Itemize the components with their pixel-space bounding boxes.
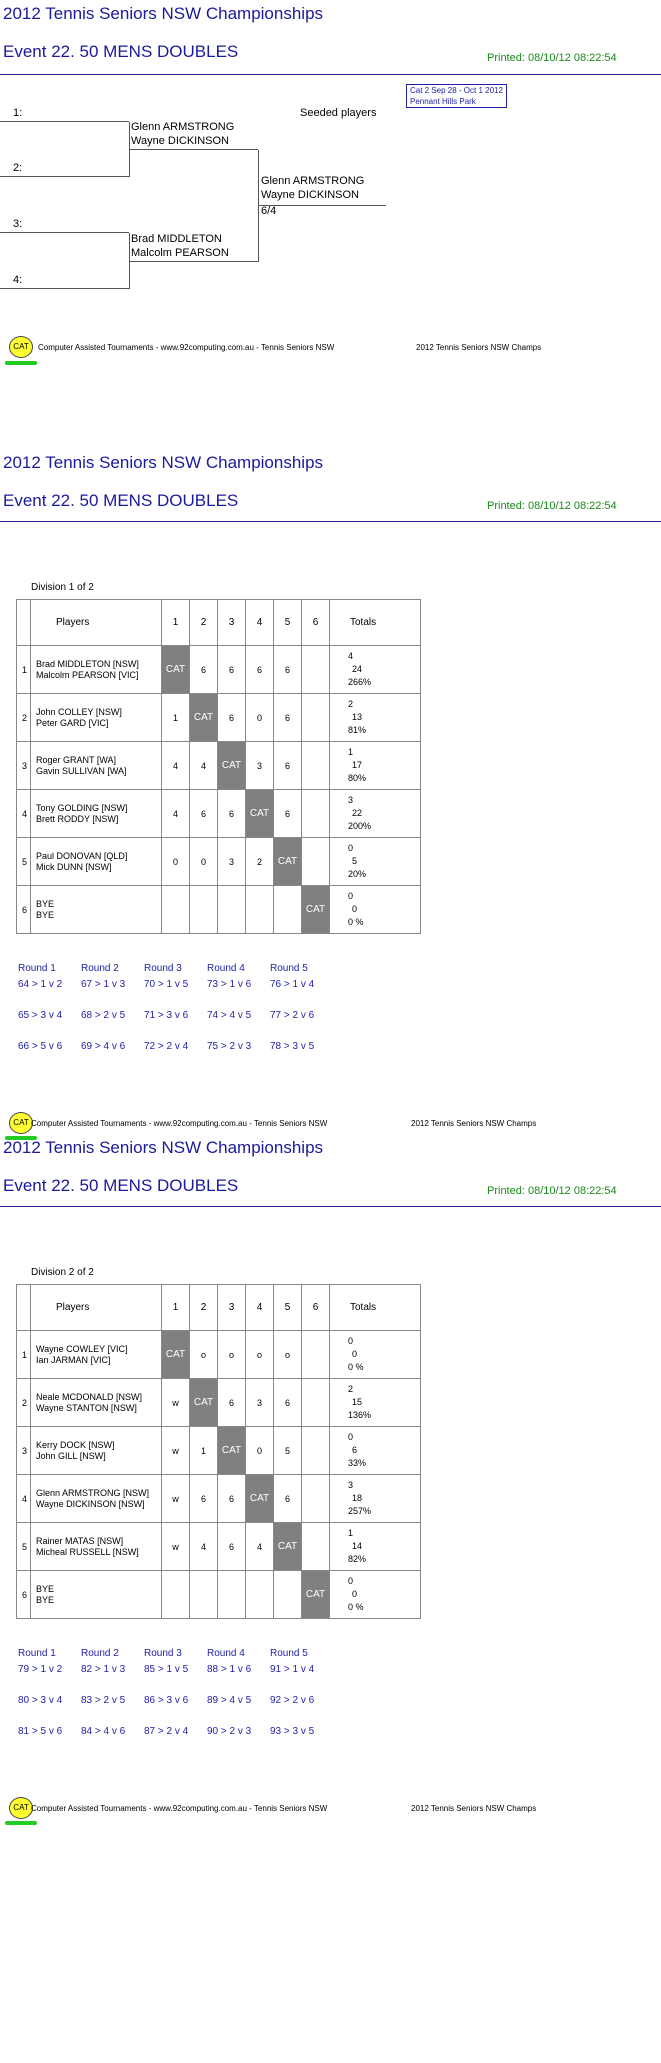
score-cell: 6: [190, 646, 218, 694]
draw-slot-2: 2:: [13, 162, 23, 174]
self-match-cell: CAT: [190, 694, 218, 742]
event-title: Event 22. 50 MENS DOUBLES: [3, 491, 239, 510]
wins: 1: [348, 1528, 354, 1538]
games: 5: [352, 856, 358, 866]
player-name: Wayne DICKINSON [NSW]: [36, 1498, 145, 1509]
totals-cell: [330, 646, 421, 694]
score-cell: 6: [218, 646, 246, 694]
row-index: 3: [17, 742, 31, 790]
score-cell: 0: [162, 838, 190, 886]
column-header: 4: [246, 600, 274, 646]
column-header: 6: [302, 600, 330, 646]
score-cell: 4: [190, 742, 218, 790]
percentage: 0 %: [348, 917, 364, 927]
match-item: 85 > 1 v 5: [144, 1664, 189, 1675]
totals-cell: [330, 742, 421, 790]
table-row: [17, 1523, 421, 1571]
games: 13: [352, 712, 363, 722]
match-item: 78 > 3 v 5: [270, 1041, 315, 1052]
column-header: 1: [162, 600, 190, 646]
games: 14: [352, 1541, 363, 1551]
player-name: Mick DUNN [NSW]: [36, 861, 112, 872]
score-cell: w: [162, 1475, 190, 1523]
row-index: 5: [17, 1523, 31, 1571]
page-title: 2012 Tennis Seniors NSW Championships: [3, 453, 324, 472]
score-cell: 4: [190, 1523, 218, 1571]
score-cell: 1: [162, 694, 190, 742]
player-name: Gavin SULLIVAN [WA]: [36, 765, 127, 776]
cat-logo-icon: CAT: [9, 1112, 33, 1134]
totals-cell: [330, 1331, 421, 1379]
totals-cell: [330, 886, 421, 934]
column-header: Players: [31, 1285, 162, 1331]
match-item: 84 > 4 v 6: [81, 1726, 126, 1737]
match-item: 74 > 4 v 5: [207, 1010, 252, 1021]
percentage: 0 %: [348, 1362, 364, 1372]
wins: 2: [348, 1384, 354, 1394]
match-item: 72 > 2 v 4: [144, 1041, 189, 1052]
score-cell: w: [162, 1427, 190, 1475]
division-label: Division 2 of 2: [31, 1267, 94, 1278]
score-cell: w: [162, 1523, 190, 1571]
self-match-cell: CAT: [302, 886, 330, 934]
percentage: 20%: [348, 869, 367, 879]
header-rule: [0, 1206, 661, 1207]
event-title: Event 22. 50 MENS DOUBLES: [3, 1176, 239, 1195]
self-match-cell: CAT: [218, 742, 246, 790]
row-index: 1: [17, 1331, 31, 1379]
player-name: Paul DONOVAN [QLD]: [36, 850, 128, 861]
score-cell: 6: [274, 1379, 302, 1427]
match-item: 77 > 2 v 6: [270, 1010, 315, 1021]
games: 22: [352, 808, 363, 818]
column-header: 5: [274, 600, 302, 646]
match-item: 70 > 1 v 5: [144, 979, 189, 990]
printed-timestamp: Printed: 08/10/12 08:22:54: [487, 500, 617, 512]
match-item: 90 > 2 v 3: [207, 1726, 252, 1737]
round-robin-table: [16, 599, 421, 934]
score-cell: 6: [274, 790, 302, 838]
player-name: Malcolm PEARSON [VIC]: [36, 669, 139, 680]
games: 0: [352, 1349, 358, 1359]
column-header: Totals: [330, 600, 421, 646]
player-pair: [31, 1475, 162, 1523]
column-header: 4: [246, 1285, 274, 1331]
match-item: 66 > 5 v 6: [18, 1041, 63, 1052]
score-cell: [274, 1571, 302, 1619]
score-cell: 4: [246, 1523, 274, 1571]
wins: 0: [348, 1576, 354, 1586]
score-cell: 0: [190, 838, 218, 886]
score-cell: 6: [274, 694, 302, 742]
table-row: [17, 838, 421, 886]
r2-bottom-player-1: Brad MIDDLETON: [131, 233, 222, 245]
event-title: Event 22. 50 MENS DOUBLES: [3, 42, 239, 61]
totals-cell: [330, 1475, 421, 1523]
score-cell: 4: [162, 790, 190, 838]
score-cell: 6: [218, 1523, 246, 1571]
totals-cell: [330, 1571, 421, 1619]
score-cell: [162, 1571, 190, 1619]
score-cell: 6: [190, 1475, 218, 1523]
self-match-cell: CAT: [246, 790, 274, 838]
score-cell: o: [190, 1331, 218, 1379]
printed-timestamp: Printed: 08/10/12 08:22:54: [487, 1185, 617, 1197]
logo-underline: [5, 1821, 37, 1825]
percentage: 80%: [348, 773, 367, 783]
round-heading: Round 2: [81, 1648, 119, 1659]
match-item: 81 > 5 v 6: [18, 1726, 63, 1737]
column-header: 1: [162, 1285, 190, 1331]
cat-logo-icon: CAT: [9, 1797, 33, 1819]
round-heading: Round 3: [144, 963, 182, 974]
table-row: [17, 1475, 421, 1523]
percentage: 33%: [348, 1458, 367, 1468]
row-index: 1: [17, 646, 31, 694]
column-header: 2: [190, 600, 218, 646]
bracket-line: [129, 261, 258, 262]
player-pair: [31, 790, 162, 838]
final-score: 6/4: [261, 205, 277, 217]
r2-top-player-2: Wayne DICKINSON: [131, 135, 230, 147]
footer-event: 2012 Tennis Seniors NSW Champs: [416, 343, 542, 352]
info-venue: Pennant Hills Park: [410, 97, 476, 106]
match-item: 64 > 1 v 2: [18, 979, 63, 990]
totals-cell: [330, 1379, 421, 1427]
games: 17: [352, 760, 363, 770]
footer-text: Computer Assisted Tournaments - www.92computing.com.au - Tennis Seniors NSW: [31, 1804, 328, 1813]
player-name: Tony GOLDING [NSW]: [36, 802, 128, 813]
row-index: 2: [17, 694, 31, 742]
score-cell: [218, 886, 246, 934]
player-name: BYE: [36, 1583, 55, 1594]
totals-cell: [330, 838, 421, 886]
player-pair: [31, 1523, 162, 1571]
match-item: 83 > 2 v 5: [81, 1695, 126, 1706]
match-item: 82 > 1 v 3: [81, 1664, 126, 1675]
score-cell: [302, 838, 330, 886]
score-cell: o: [274, 1331, 302, 1379]
match-item: 88 > 1 v 6: [207, 1664, 252, 1675]
score-cell: [302, 1475, 330, 1523]
player-name: Micheal RUSSELL [NSW]: [36, 1546, 139, 1557]
division-label: Division 1 of 2: [31, 582, 94, 593]
table-row: [17, 694, 421, 742]
player-name: Wayne STANTON [NSW]: [36, 1402, 137, 1413]
column-header: 5: [274, 1285, 302, 1331]
player-pair: [31, 1571, 162, 1619]
score-cell: 6: [274, 646, 302, 694]
bracket-line: [0, 176, 129, 177]
column-header: Players: [31, 600, 162, 646]
row-index: 2: [17, 1379, 31, 1427]
score-cell: 3: [218, 838, 246, 886]
winner-player-1: Glenn ARMSTRONG: [261, 175, 365, 187]
match-item: 89 > 4 v 5: [207, 1695, 252, 1706]
footer-text: Computer Assisted Tournaments - www.92computing.com.au - Tennis Seniors NSW: [31, 1119, 328, 1128]
draw-slot-3: 3:: [13, 218, 23, 230]
score-cell: 6: [246, 646, 274, 694]
totals-cell: [330, 1523, 421, 1571]
table-row: [17, 1379, 421, 1427]
bracket-line: [0, 232, 129, 233]
match-item: 93 > 3 v 5: [270, 1726, 315, 1737]
logo-underline: [5, 361, 37, 365]
player-name: BYE: [36, 898, 55, 909]
round-heading: Round 1: [18, 963, 56, 974]
column-header: Totals: [330, 1285, 421, 1331]
round-heading: Round 1: [18, 1648, 56, 1659]
self-match-cell: CAT: [190, 1379, 218, 1427]
wins: 0: [348, 891, 354, 901]
score-cell: [190, 1571, 218, 1619]
row-index: 6: [17, 886, 31, 934]
table-header-row: [17, 1285, 421, 1331]
percentage: 200%: [348, 821, 372, 831]
match-item: 76 > 1 v 4: [270, 979, 315, 990]
score-cell: [302, 1331, 330, 1379]
match-item: 73 > 1 v 6: [207, 979, 252, 990]
match-item: 80 > 3 v 4: [18, 1695, 63, 1706]
bracket-line: [258, 205, 386, 206]
player-pair: [31, 742, 162, 790]
percentage: 266%: [348, 677, 372, 687]
seeded-players-label: Seeded players: [300, 107, 377, 119]
player-pair: [31, 694, 162, 742]
round-schedule: [18, 1648, 348, 1738]
round-robin-table: [16, 1284, 421, 1619]
info-dates: Cat 2 Sep 28 - Oct 1 2012: [410, 86, 503, 95]
table-row: [17, 1571, 421, 1619]
score-cell: 6: [218, 790, 246, 838]
bracket-line: [0, 288, 129, 289]
percentage: 0 %: [348, 1602, 364, 1612]
player-name: Peter GARD [VIC]: [36, 717, 109, 728]
score-cell: [218, 1571, 246, 1619]
r2-top-player-1: Glenn ARMSTRONG: [131, 121, 235, 133]
match-item: 87 > 2 v 4: [144, 1726, 189, 1737]
score-cell: 3: [246, 742, 274, 790]
draw-slot-1: 1:: [13, 107, 23, 119]
player-name: Kerry DOCK [NSW]: [36, 1439, 115, 1450]
table-row: [17, 886, 421, 934]
score-cell: w: [162, 1379, 190, 1427]
score-cell: 6: [218, 1379, 246, 1427]
player-name: Ian JARMAN [VIC]: [36, 1354, 111, 1365]
match-item: 65 > 3 v 4: [18, 1010, 63, 1021]
self-match-cell: CAT: [162, 1331, 190, 1379]
score-cell: 2: [246, 838, 274, 886]
player-name: John GILL [NSW]: [36, 1450, 106, 1461]
header-index-cell: [17, 600, 31, 646]
player-name: Brad MIDDLETON [NSW]: [36, 658, 139, 669]
percentage: 81%: [348, 725, 367, 735]
round-heading: Round 5: [270, 963, 308, 974]
match-item: 67 > 1 v 3: [81, 979, 126, 990]
games: 6: [352, 1445, 358, 1455]
row-index: 5: [17, 838, 31, 886]
row-index: 6: [17, 1571, 31, 1619]
wins: 3: [348, 795, 354, 805]
percentage: 82%: [348, 1554, 367, 1564]
round-heading: Round 2: [81, 963, 119, 974]
wins: 0: [348, 1432, 354, 1442]
header-rule: [0, 74, 661, 75]
table-row: [17, 1331, 421, 1379]
self-match-cell: CAT: [246, 1475, 274, 1523]
table-row: [17, 742, 421, 790]
tournament-info-box: [406, 84, 507, 108]
match-item: 69 > 4 v 6: [81, 1041, 126, 1052]
draw-slot-4: 4:: [13, 274, 23, 286]
score-cell: [274, 886, 302, 934]
match-item: 79 > 1 v 2: [18, 1664, 63, 1675]
match-item: 68 > 2 v 5: [81, 1010, 126, 1021]
footer-event: 2012 Tennis Seniors NSW Champs: [411, 1804, 537, 1813]
column-header: 3: [218, 1285, 246, 1331]
score-cell: 0: [246, 1427, 274, 1475]
score-cell: [302, 1523, 330, 1571]
bracket-line: [0, 121, 129, 122]
row-index: 4: [17, 1475, 31, 1523]
player-name: John COLLEY [NSW]: [36, 706, 122, 717]
round-heading: Round 5: [270, 1648, 308, 1659]
player-name: Rainer MATAS [NSW]: [36, 1535, 124, 1546]
score-cell: [302, 1427, 330, 1475]
header-rule: [0, 521, 661, 522]
player-name: Glenn ARMSTRONG [NSW]: [36, 1487, 150, 1498]
score-cell: [246, 886, 274, 934]
score-cell: [302, 742, 330, 790]
player-name: BYE: [36, 1594, 55, 1605]
wins: 0: [348, 1336, 354, 1346]
match-item: 71 > 3 v 6: [144, 1010, 189, 1021]
row-index: 3: [17, 1427, 31, 1475]
self-match-cell: CAT: [274, 838, 302, 886]
column-header: 3: [218, 600, 246, 646]
percentage: 136%: [348, 1410, 372, 1420]
column-header: 6: [302, 1285, 330, 1331]
wins: 3: [348, 1480, 354, 1490]
column-header: 2: [190, 1285, 218, 1331]
winner-player-2: Wayne DICKINSON: [261, 189, 360, 201]
table-row: [17, 1427, 421, 1475]
player-name: Brett RODDY [NSW]: [36, 813, 119, 824]
player-name: Neale MCDONALD [NSW]: [36, 1391, 143, 1402]
match-item: 92 > 2 v 6: [270, 1695, 315, 1706]
player-pair: [31, 838, 162, 886]
page-title: 2012 Tennis Seniors NSW Championships: [3, 4, 324, 23]
wins: 1: [348, 747, 354, 757]
player-name: Wayne COWLEY [VIC]: [36, 1343, 128, 1354]
player-pair: [31, 886, 162, 934]
score-cell: o: [218, 1331, 246, 1379]
games: 24: [352, 664, 363, 674]
score-cell: [302, 694, 330, 742]
games: 0: [352, 904, 358, 914]
bracket-line: [129, 149, 258, 150]
score-cell: 6: [190, 790, 218, 838]
score-cell: 6: [274, 742, 302, 790]
round-heading: Round 4: [207, 1648, 245, 1659]
wins: 0: [348, 843, 354, 853]
totals-cell: [330, 1427, 421, 1475]
wins: 4: [348, 651, 354, 661]
score-cell: [162, 886, 190, 934]
footer-text: Computer Assisted Tournaments - www.92computing.com.au - Tennis Seniors NSW: [38, 343, 335, 352]
score-cell: 5: [274, 1427, 302, 1475]
printed-timestamp: Printed: 08/10/12 08:22:54: [487, 52, 617, 64]
match-item: 86 > 3 v 6: [144, 1695, 189, 1706]
match-item: 75 > 2 v 3: [207, 1041, 252, 1052]
games: 15: [352, 1397, 363, 1407]
page-title: 2012 Tennis Seniors NSW Championships: [3, 1138, 324, 1157]
wins: 2: [348, 699, 354, 709]
score-cell: 6: [218, 1475, 246, 1523]
score-cell: 1: [190, 1427, 218, 1475]
table-row: [17, 790, 421, 838]
games: 18: [352, 1493, 363, 1503]
score-cell: [302, 790, 330, 838]
self-match-cell: CAT: [162, 646, 190, 694]
score-cell: 6: [218, 694, 246, 742]
score-cell: 0: [246, 694, 274, 742]
player-pair: [31, 1427, 162, 1475]
totals-cell: [330, 790, 421, 838]
games: 0: [352, 1589, 358, 1599]
round-heading: Round 4: [207, 963, 245, 974]
match-item: 91 > 1 v 4: [270, 1664, 315, 1675]
player-pair: [31, 1331, 162, 1379]
player-name: BYE: [36, 909, 55, 920]
r2-bottom-player-2: Malcolm PEARSON: [131, 247, 229, 259]
bracket-line: [258, 150, 259, 262]
self-match-cell: CAT: [302, 1571, 330, 1619]
row-index: 4: [17, 790, 31, 838]
header-index-cell: [17, 1285, 31, 1331]
self-match-cell: CAT: [274, 1523, 302, 1571]
score-cell: 6: [274, 1475, 302, 1523]
score-cell: [302, 1379, 330, 1427]
footer-event: 2012 Tennis Seniors NSW Champs: [411, 1119, 537, 1128]
table-header-row: [17, 600, 421, 646]
player-pair: [31, 1379, 162, 1427]
player-name: Roger GRANT [WA]: [36, 754, 117, 765]
totals-cell: [330, 694, 421, 742]
round-heading: Round 3: [144, 1648, 182, 1659]
cat-logo-icon: CAT: [9, 336, 33, 358]
score-cell: [302, 646, 330, 694]
score-cell: [190, 886, 218, 934]
percentage: 257%: [348, 1506, 372, 1516]
self-match-cell: CAT: [218, 1427, 246, 1475]
player-pair: [31, 646, 162, 694]
score-cell: [246, 1571, 274, 1619]
score-cell: o: [246, 1331, 274, 1379]
table-row: [17, 646, 421, 694]
round-schedule: [18, 963, 348, 1053]
score-cell: 4: [162, 742, 190, 790]
score-cell: 3: [246, 1379, 274, 1427]
